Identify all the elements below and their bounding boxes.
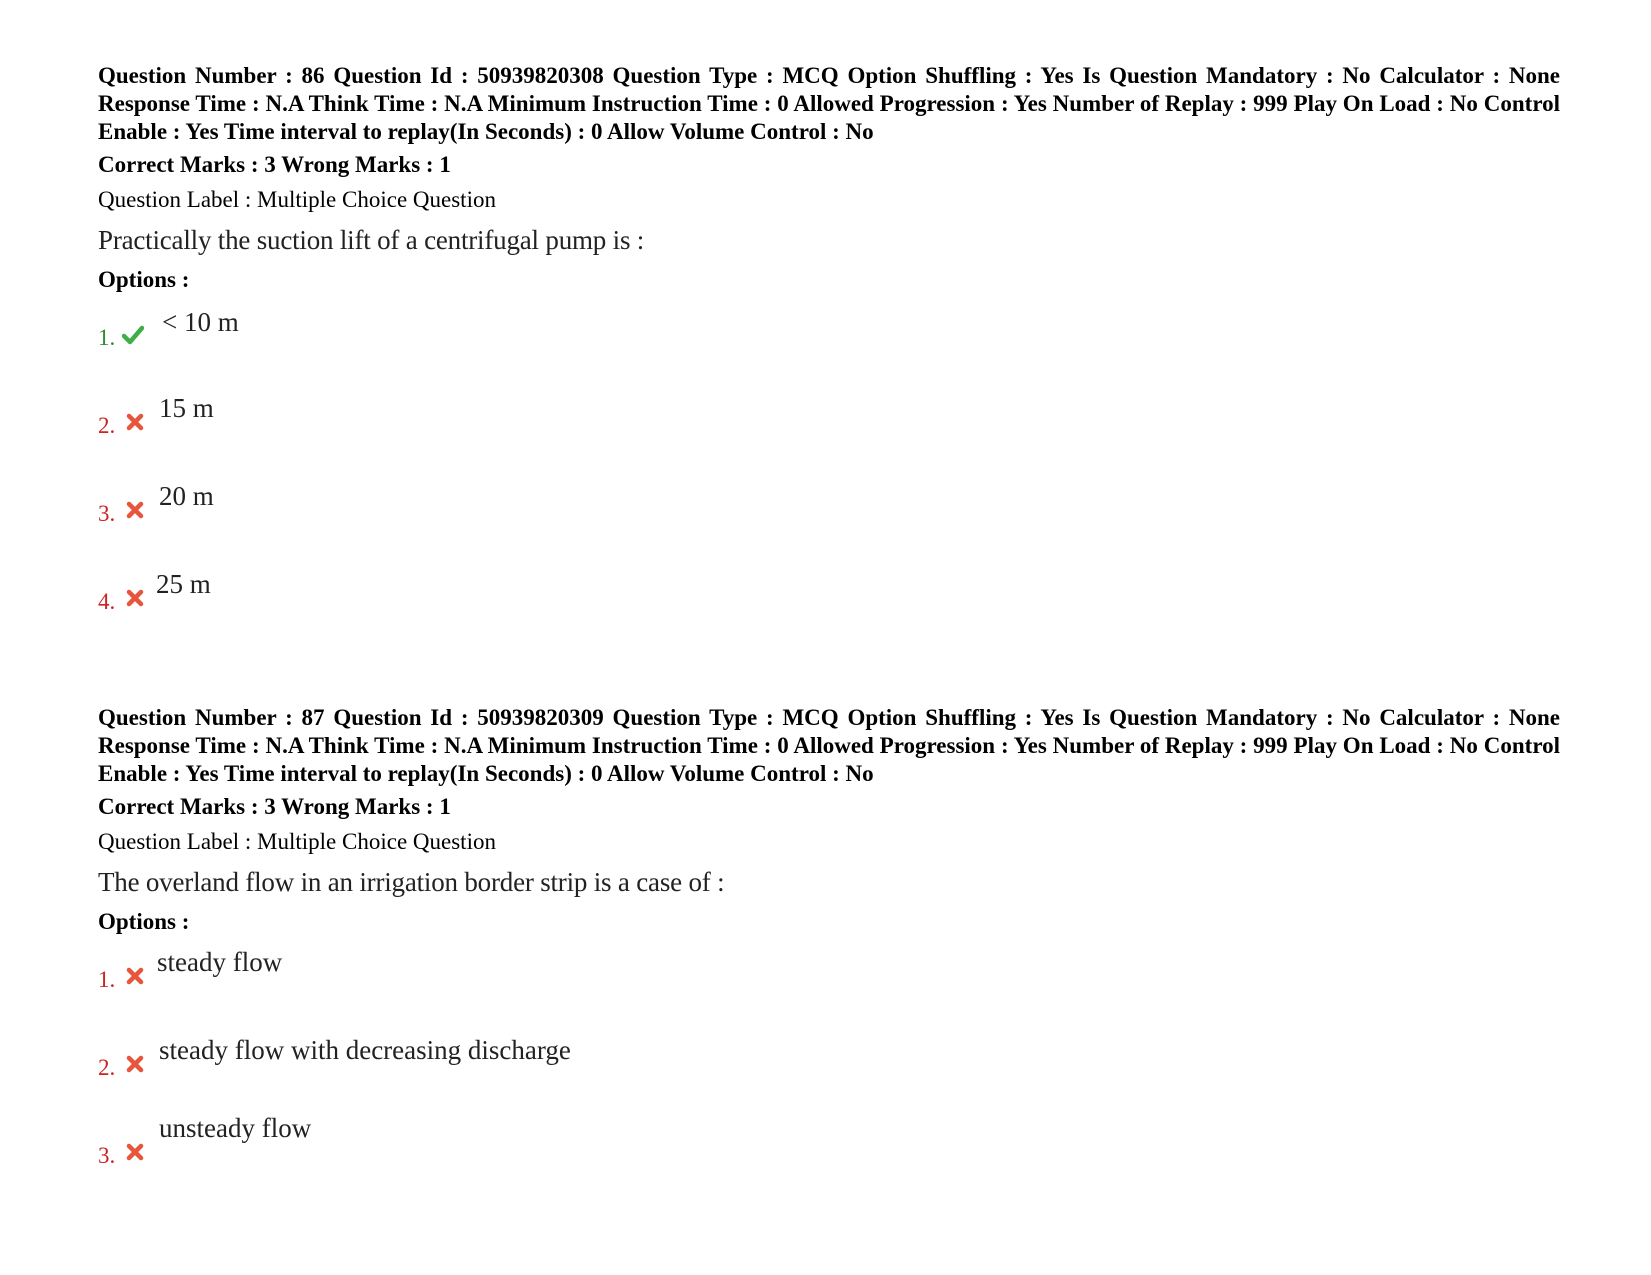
option-item bbox=[98, 569, 1098, 614]
option-text: < 10 m bbox=[162, 307, 239, 337]
options-list bbox=[98, 936, 1560, 1196]
option-text: 25 m bbox=[156, 569, 211, 599]
question-text: Practically the suction lift of a centrifugal pump is : bbox=[98, 225, 645, 255]
cross-icon bbox=[124, 1141, 146, 1163]
question-label: Question Label : Multiple Choice Question bbox=[98, 829, 496, 854]
check-icon bbox=[122, 324, 144, 346]
option-number: 2. bbox=[98, 413, 116, 438]
question-text: The overland flow in an irrigation border strip is a case of : bbox=[98, 867, 725, 897]
question-block-87 bbox=[98, 704, 1560, 1196]
cross-icon bbox=[124, 411, 146, 433]
option-number: 3. bbox=[98, 501, 116, 526]
option-number: 3. bbox=[98, 1143, 116, 1168]
option-item bbox=[98, 481, 1098, 526]
option-number: 1. bbox=[98, 967, 116, 992]
question-label: Question Label : Multiple Choice Question bbox=[98, 187, 496, 212]
option-item bbox=[98, 393, 1098, 438]
option-text: 20 m bbox=[159, 481, 214, 511]
options-heading: Options : bbox=[98, 267, 190, 292]
option-item bbox=[98, 306, 1098, 350]
question-marks: Correct Marks : 3 Wrong Marks : 1 bbox=[98, 794, 451, 819]
options-list bbox=[98, 294, 1560, 624]
option-text: steady flow with decreasing discharge bbox=[159, 1035, 571, 1065]
options-heading: Options : bbox=[98, 909, 190, 934]
question-block-86 bbox=[98, 62, 1560, 624]
question-meta: Question Number : 87 Question Id : 50939820309 Question Type : MCQ Option Shuffling : Yes Is Question Mandatory : No Calculator : None Response Time : N.A Think Time : N.A Minimum Instruction Time : 0 Allowed Progression : Yes Number of Replay : 999 Play On Load : No Control Enable : Yes Time interval to replay(In Seconds) : 0 Allow Volume Control : No bbox=[98, 705, 1560, 786]
option-number: 2. bbox=[98, 1055, 116, 1080]
option-item bbox=[98, 1035, 1098, 1080]
option-text: 15 m bbox=[159, 393, 214, 423]
option-item bbox=[98, 1113, 1098, 1168]
option-number: 1. bbox=[98, 325, 116, 350]
cross-icon bbox=[124, 587, 146, 609]
cross-icon bbox=[124, 499, 146, 521]
option-number: 4. bbox=[98, 589, 116, 614]
option-text: steady flow bbox=[157, 947, 283, 977]
option-item bbox=[98, 947, 1098, 992]
question-marks: Correct Marks : 3 Wrong Marks : 1 bbox=[98, 152, 451, 177]
question-meta: Question Number : 86 Question Id : 50939820308 Question Type : MCQ Option Shuffling : Yes Is Question Mandatory : No Calculator : None Response Time : N.A Think Time : N.A Minimum Instruction Time : 0 Allowed Progression : Yes Number of Replay : 999 Play On Load : No Control Enable : Yes Time interval to replay(In Seconds) : 0 Allow Volume Control : No bbox=[98, 63, 1560, 144]
cross-icon bbox=[124, 965, 146, 987]
cross-icon bbox=[124, 1053, 146, 1075]
option-text: unsteady flow bbox=[159, 1113, 312, 1143]
